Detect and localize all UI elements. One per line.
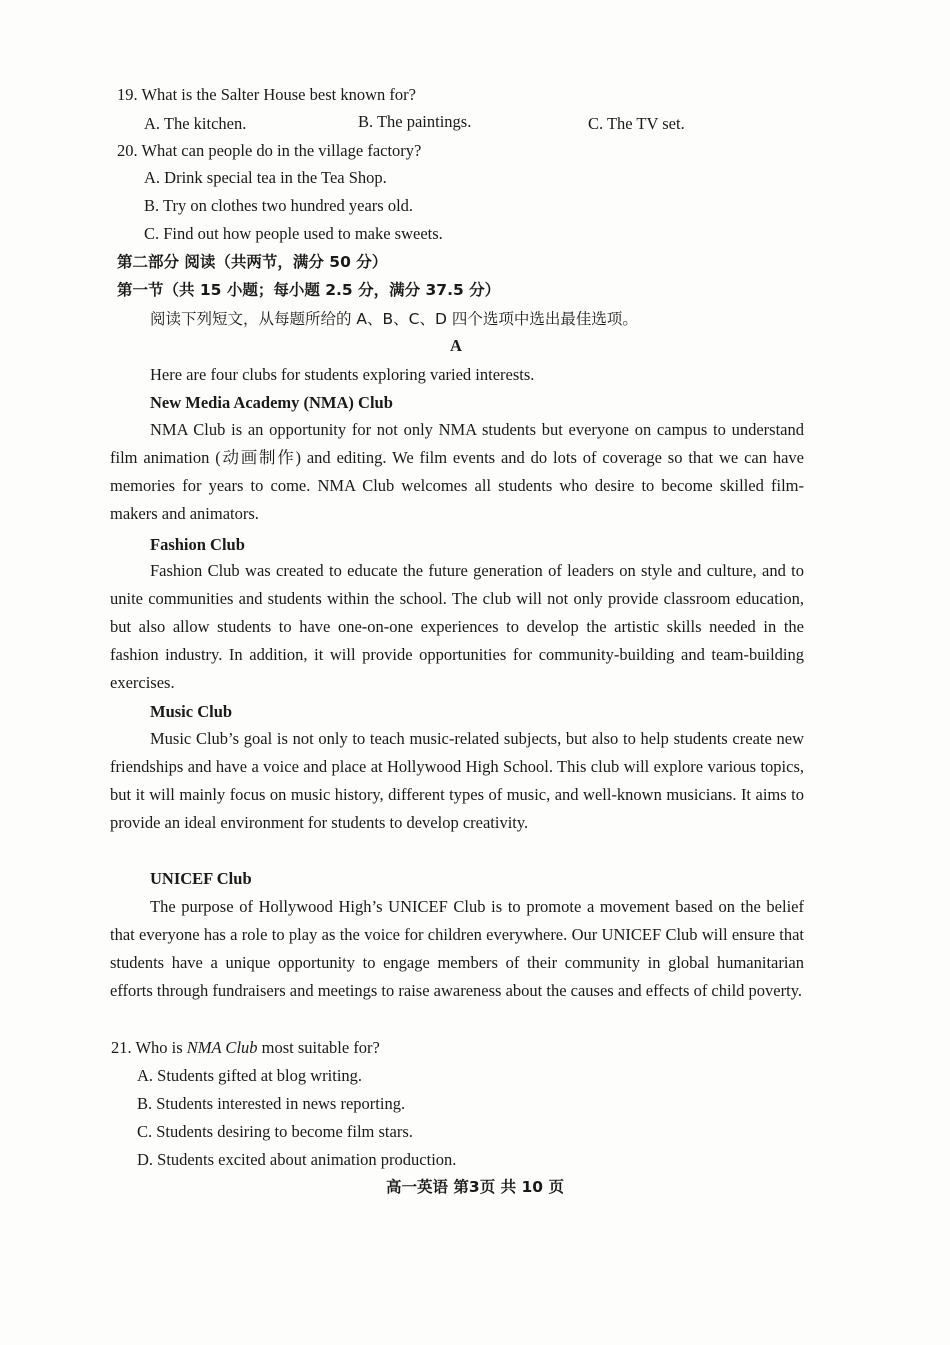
question-21-option-b: B. Students interested in news reporting. <box>137 1094 406 1113</box>
question-19-option-c: C. The TV set. <box>588 114 685 133</box>
question-21-stem-italic: NMA Club <box>186 1038 258 1057</box>
passage-letter: A <box>450 336 462 355</box>
club-title-music: Music Club <box>150 702 233 721</box>
club-title-unicef: UNICEF Club <box>150 869 252 888</box>
passage-intro: Here are four clubs for students exploring varied interests. <box>150 365 535 384</box>
club-text-fashion: Fashion Club was created to educate the future generation of leaders on style and culture, and to unite communities and students within the school. The club will not only provide classroom education, but also allow students to have one-on-one experiences to develop the artistic skills needed in the fashion industry. In addition, it will provide opportunities for community-building and team-building exercises. <box>110 561 804 692</box>
question-21-stem <box>111 1037 380 1059</box>
question-20-stem: 20. What can people do in the village factory? <box>117 141 422 160</box>
section-one-heading: 第一节（共 15 小题；每小题 2.5 分，满分 37.5 分） <box>117 281 501 299</box>
club-title-fashion: Fashion Club <box>150 535 245 554</box>
question-19-option-b: B. The paintings. <box>358 112 472 131</box>
question-19-stem: 19. What is the Salter House best known for? <box>117 85 416 104</box>
question-21-stem-prefix: 21. Who is <box>111 1038 187 1057</box>
question-20-option-a: A. Drink special tea in the Tea Shop. <box>144 168 387 187</box>
club-text-nma: NMA Club is an opportunity for not only NMA students but everyone on campus to understand film animation (动画制作) and editing. We film events and do lots of coverage so that we can have memories for years to come. NMA Club welcomes all students who desire to become skilled film-makers and animators. <box>110 420 804 523</box>
club-title-nma: New Media Academy (NMA) Club <box>150 393 393 412</box>
question-21-stem-suffix: most suitable for? <box>257 1038 380 1057</box>
question-20-option-b: B. Try on clothes two hundred years old. <box>144 196 414 215</box>
question-21-option-a: A. Students gifted at blog writing. <box>137 1066 363 1085</box>
club-text-unicef: The purpose of Hollywood High’s UNICEF Club is to promote a movement based on the belief that everyone has a role to play as the voice for children everywhere. Our UNICEF Club will ensure that students have a unique opportunity to engage members of their community in global humanitarian efforts through fundraisers and meetings to raise awareness about the causes and effects of child poverty. <box>110 897 804 1000</box>
question-19-option-a: A. The kitchen. <box>144 114 247 133</box>
question-21-option-d: D. Students excited about animation production. <box>137 1150 457 1169</box>
reading-instruction: 阅读下列短文，从每题所给的 A、B、C、D 四个选项中选出最佳选项。 <box>150 310 638 328</box>
club-text-music: Music Club’s goal is not only to teach music-related subjects, but also to help students create new friendships and have a voice and place at Hollywood High School. This club will explore various topics, but it will mainly focus on music history, different types of music, and well-known musicians. It aims to provide an ideal environment for students to develop creativity. <box>110 729 804 832</box>
question-21-option-c: C. Students desiring to become film stars. <box>137 1122 413 1141</box>
page-footer: 高一英语 第3页 共 10 页 <box>386 1178 564 1196</box>
part-two-heading: 第二部分 阅读（共两节，满分 50 分） <box>117 253 388 271</box>
question-20-option-c: C. Find out how people used to make sweets. <box>144 224 443 243</box>
